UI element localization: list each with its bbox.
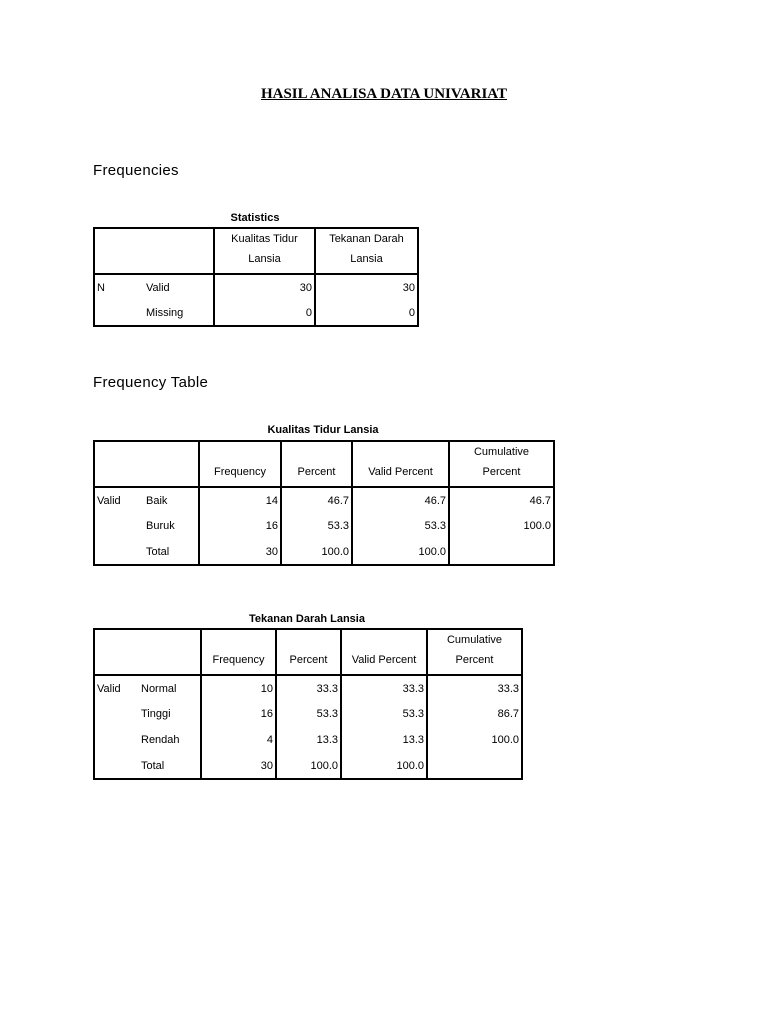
col-frequency: Frequency <box>199 441 281 487</box>
col-frequency: Frequency <box>201 629 276 675</box>
frequencies-heading: Frequencies <box>93 162 179 179</box>
table-row: Rendah 4 13.3 13.3 100.0 <box>94 727 522 753</box>
row-group-label: N <box>97 281 105 294</box>
row-group-label: Valid <box>97 494 121 507</box>
row-label: Baik <box>144 487 199 513</box>
table-row: Total 30 100.0 100.0 <box>94 753 522 779</box>
row-label: Missing <box>144 300 214 326</box>
statistics-col-tekanan: Tekanan Darah Lansia <box>315 228 418 274</box>
kualitas-header-row <box>94 441 554 487</box>
table-row: Missing 0 0 <box>94 300 418 326</box>
statistics-table <box>93 227 419 327</box>
table-row: N Valid 30 30 <box>94 274 418 300</box>
table-row: Total 30 100.0 100.0 <box>94 539 554 565</box>
col-valid-percent: Valid Percent <box>341 629 427 675</box>
statistics-caption: Statistics <box>230 212 280 224</box>
row-label: Rendah <box>139 727 201 753</box>
col-cumulative-percent: Cumulative Percent <box>449 441 554 487</box>
row-label: Total <box>144 539 199 565</box>
row-label: Tinggi <box>139 701 201 727</box>
row-label: Valid <box>144 274 214 300</box>
col-valid-percent: Valid Percent <box>352 441 449 487</box>
tekanan-header-row <box>94 629 522 675</box>
row-label: Buruk <box>144 513 199 539</box>
table-row: Tinggi 16 53.3 53.3 86.7 <box>94 701 522 727</box>
table-row: Valid Baik 14 46.7 46.7 46.7 <box>94 487 554 513</box>
kualitas-caption: Kualitas Tidur Lansia <box>267 424 379 436</box>
document-title: HASIL ANALISA DATA UNIVARIAT <box>260 86 508 102</box>
tekanan-caption: Tekanan Darah Lansia <box>249 613 365 625</box>
table-row: Buruk 16 53.3 53.3 100.0 <box>94 513 554 539</box>
col-cumulative-percent: Cumulative Percent <box>427 629 522 675</box>
tekanan-table <box>93 628 523 780</box>
row-label: Normal <box>139 675 201 701</box>
row-group-label: Valid <box>97 682 121 695</box>
statistics-col-kualitas: Kualitas Tidur Lansia <box>214 228 315 274</box>
col-percent: Percent <box>276 629 341 675</box>
row-label: Total <box>139 753 201 779</box>
table-row: Valid Normal 10 33.3 33.3 33.3 <box>94 675 522 701</box>
frequency-table-heading: Frequency Table <box>93 374 209 391</box>
kualitas-table <box>93 440 555 566</box>
statistics-header-row <box>94 228 418 274</box>
col-percent: Percent <box>281 441 352 487</box>
